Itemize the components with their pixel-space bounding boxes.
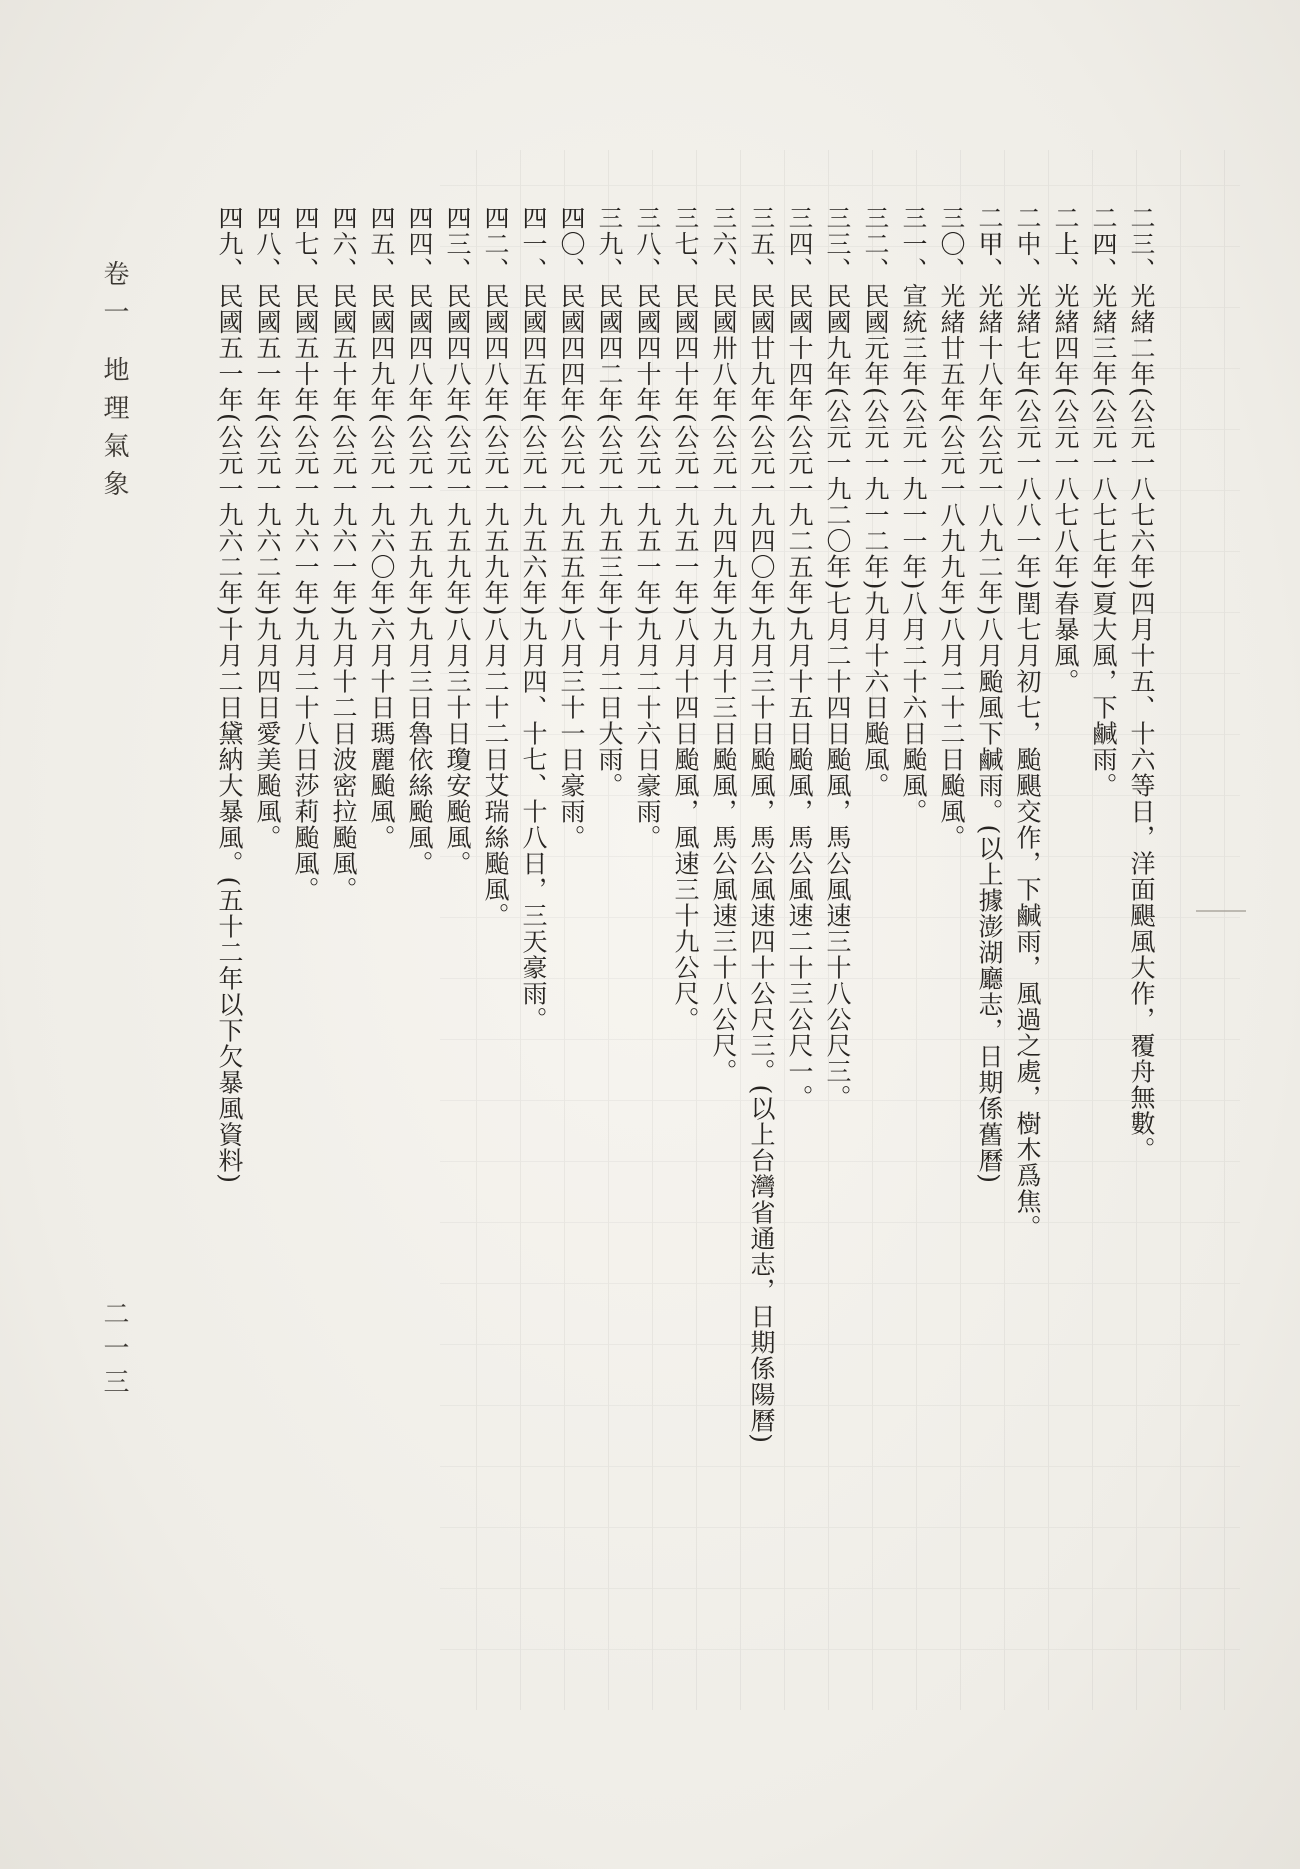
page-mark <box>1196 910 1246 912</box>
typhoon-record-list <box>166 205 1156 1585</box>
record-entry-48: ㆕八、民國五一年(公元一九六二年)九月四日愛美颱風。 <box>253 205 282 851</box>
record-entry-34: ㆔四、民國十四年(公元一九二五年)九月十五日颱風，馬公風速二十三公尺一。 <box>785 205 814 1111</box>
record-entry-32: ㆔二、民國元年(公元一九一二年)九月十六日颱風。 <box>861 205 890 799</box>
record-entry-40: ㆕〇、民國四四年(公元一九五五年)八月三十一日豪雨。 <box>557 205 586 851</box>
record-entry-27: ㆓㆖、光緒四年(公元一八七八年)春暴風。 <box>1051 205 1080 695</box>
record-entry-30: ㆔〇、光緒廿五年(公元一八九九年)八月二十二日颱風。 <box>937 205 966 851</box>
record-entry-43: ㆕三、民國四八年(公元一九五九年)八月三十日瓊安颱風。 <box>443 205 472 877</box>
record-entry-39: ㆔九、民國四二年(公元一九五三年)十月二日大雨。 <box>595 205 624 799</box>
page-number: 二一三 <box>99 1300 129 1402</box>
record-entry-36: ㆔六、民國卅八年(公元一九四九年)九月十三日颱風，馬公風速三十八公尺。 <box>709 205 738 1085</box>
record-entry-31: ㆔一、宣統三年(公元一九一一年)八月二十六日颱風。 <box>899 205 928 825</box>
record-entry-38: ㆔八、民國四十年(公元一九五一年)九月二十六日豪雨。 <box>633 205 662 851</box>
record-entry-42: ㆕二、民國四八年(公元一九五九年)八月二十二日艾瑞絲颱風。 <box>481 205 510 929</box>
record-entry-33: ㆔三、民國九年(公元一九二〇年)七月二十四日颱風，馬公風速三十八公尺三。 <box>823 205 852 1111</box>
record-entry-28: ㆓㆗、光緒七年(公元一八八一年)閏七月初七，颱颶交作，下鹹雨，風過之處，樹木爲焦。 <box>1013 205 1042 1241</box>
record-entry-41: ㆕一、民國四五年(公元一九五六年)九月四、十七、十八日，三天豪雨。 <box>519 205 548 1033</box>
record-entry-35: ㆔五、民國廿九年(公元一九四〇年)九月三十日颱風，馬公風速四十公尺三。(以上台灣省通志，日期係陽曆) <box>747 205 776 1445</box>
record-entry-49: ㆕九、民國五一年(公元一九六二年)十月二日黛納大暴風。(五十二年以下欠暴風資料) <box>215 205 244 1185</box>
record-entry-29: ㆓㆙、光緒十八年(公元一八九二年)八月颱風下鹹雨。(以上據澎湖廳志，日期係舊曆) <box>975 205 1004 1185</box>
running-header: 卷一 地理氣象 <box>99 260 129 509</box>
record-entry-25: ㆓㆔、光緒二年(公元一八七六年)四月十五、十六等日，洋面颶風大作，覆舟無數。 <box>1127 205 1156 1163</box>
record-entry-44: ㆕四、民國四八年(公元一九五九年)九月三日魯依絲颱風。 <box>405 205 434 877</box>
record-entry-45: ㆕五、民國四九年(公元一九六〇年)六月十日瑪麗颱風。 <box>367 205 396 851</box>
record-entry-46: ㆕六、民國五十年(公元一九六一年)九月十二日波密拉颱風。 <box>329 205 358 903</box>
record-entry-26: ㆓㆕、光緒三年(公元一八七七年)夏大風，下鹹雨。 <box>1089 205 1118 799</box>
record-entry-37: ㆔七、民國四十年(公元一九五一年)八月十四日颱風，風速三十九公尺。 <box>671 205 700 1033</box>
record-entry-47: ㆕七、民國五十年(公元一九六一年)九月二十八日莎莉颱風。 <box>291 205 320 903</box>
